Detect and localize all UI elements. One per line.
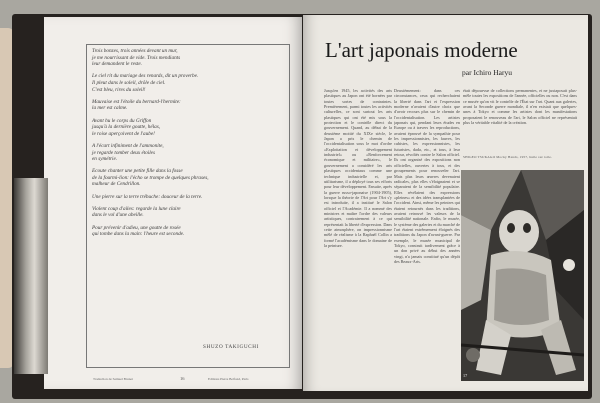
poem-line: Avant hu le corps du Griffon bbox=[92, 117, 152, 124]
poem-line: Il pleut dans le soleil, drôle de ciel. bbox=[92, 79, 166, 86]
poem-line: Le ciel rit du mariage des renards, dit un proverbe. bbox=[92, 73, 199, 80]
poem-line: Pour prévenir d'adieu, une goutte de rosée bbox=[92, 224, 181, 231]
publisher-credit: Editions Pierre Belfond, Paris bbox=[208, 377, 249, 381]
poem bbox=[92, 48, 286, 243]
poem-line: Trois bonzes, trois années devant un mur, bbox=[92, 48, 178, 54]
poem-line: Mauvaise est l'étoile du bernard-l'hermite: bbox=[92, 98, 181, 105]
poem-stanza bbox=[92, 168, 286, 188]
poem-stanza bbox=[92, 99, 286, 112]
poem-line: leur demandent le reste. bbox=[92, 61, 142, 68]
poem-stanza bbox=[92, 225, 286, 238]
poem-stanza bbox=[92, 73, 286, 93]
article-column-3: était dépourvue de collections permanentes, et ne juxtaposait plus-mêle toutes les expositions de l'année, officielles ou non. C'est dans ce musée qu'on vit le contrôle de l'État sur l'art. Quant aux galeries, avant la Seconde guerre mondiale, il n'en existait que quelques-unes à Tokyo et comme les artistes dont les manifestations proposaient le renouveau de l'art, le Salon officiel ne représentait plus la véritable vitalité de la création. bbox=[463, 88, 577, 126]
poem-stanza bbox=[92, 48, 286, 68]
poem-line: A l'écart infiniment de l'ammonite, bbox=[92, 142, 164, 149]
poem-line: dans le vol d'une abeille. bbox=[92, 212, 144, 219]
poem-line: qui tombe dans la main: l'heure est seconde. bbox=[92, 231, 185, 238]
poem-line: Violent coup d'ailes: regarde la lune claire bbox=[92, 205, 181, 212]
painting-caption: SHIGEO TSUKAGO Mocky Hands, 1957, huile sur toile. bbox=[463, 155, 553, 159]
left-photo-strip bbox=[14, 178, 48, 374]
painting-reproduction bbox=[461, 170, 584, 381]
poem-line: malheur de Cendrillon. bbox=[92, 181, 141, 188]
right-page-number: 17 bbox=[463, 373, 468, 378]
article-column-1: Jusqu'en 1945, les activités des arts plastiques au Japon ont été bornées par toutes sortes de contraintes. Premièrement, parmi toutes les activités culturelles, ce sont surtout les arts plastiques qui ont été mis sous la protection et le contrôle direct du gouvernement. Quand, au début de la deuxième moitié du XIXe siècle, le Japon a pris le chemin de l'occidentalisation sous le mot d'ordre «Exploitation et développement industriel» ou «Renforcement économique et militaire», le gouvernement a considéré les arts plastiques occidentaux comme une technique industrielle et, par utilitarisme, il a déployé tous ses efforts pour leur développement. Ensuite, après la guerre russo-japonaise (1904-1905), lorsque la théorie de l'Art pour l'Art s'y est introduite, il a institué le Salon officiel et l'Académie. Il a nommé des ministres et maître l'ordre des valeurs artistiques, contrairement à ce qui représentait la liberté d'expression. Dans cette atmosphère, on impressionnisme mêlé de réalisme à la Raphaël Collin a formé l'académisme dans le domaine de la peinture. bbox=[324, 88, 392, 248]
poem-stanza bbox=[92, 206, 286, 219]
article-author: par Ichiro Haryu bbox=[462, 68, 512, 77]
article-column-2: Deuxièmement: dans ces circonstances, ceux qui recherchaient la liberté dans l'art et l'expression moderne n'avaient d'autre choix que d'avoir recours plus sur le chemin de l'occidentalisation. Les artistes japonais qui, pendant leurs études en Europe ou à travers les reproductions, avaient éprouvé de la sympathie pour les impressionnistes, les fauves, les cubistes, les expressionnistes, les futuristes, dada, etc., et tous, à leur retour, révoltés contre le Salon officiel. Ils ont organisé des expositions non officielles, ouvertes à tous, et des groupements pour renouveler l'art. Mais plus leurs œuvres devenaient radicales, plus elles s'éloignaient et se séparaient de la sensibilité populaire. Elles révélaient des expressions «pleines» et des idées transplantées de l'occident. Ainsi, même les peintres qui étaient retournés dans les traditions, avaient retrouvé les valeurs de la sensibilité nationale. Enfin, le musée, le système des galeries et du marché de l'art étaient extrêmement éloignés des traditions du Japon d'avant-guerre. Par exemple, le musée municipal de Tokyo, construit tardivement grâce à un don privé au début des années vingt, n'a jamais constitué qu'un dépôt des Beaux-Arts. bbox=[394, 88, 460, 264]
poem-line: la mer est calme. bbox=[92, 105, 128, 112]
poem-line: le roise aperçoivent de l'aube! bbox=[92, 130, 155, 137]
poem-line: Ecoute chanter une petite fille dans la fosse bbox=[92, 168, 183, 175]
poem-line: C'est bleu, rires du soleil! bbox=[92, 86, 146, 93]
poem-line: je me nourrissant de vide. Trois mendiants bbox=[92, 54, 181, 61]
poem-stanza bbox=[92, 143, 286, 163]
poem-line: je regarde tomber deux étoiles bbox=[92, 149, 155, 156]
left-page-number: 16 bbox=[180, 376, 185, 381]
poem-line: de la fourmi-lion: l'écho se trompe de quelques phrases, bbox=[92, 174, 209, 181]
translation-credit: Traduction de Samuel Brunet bbox=[93, 377, 133, 381]
poem-line: en symétrie. bbox=[92, 156, 118, 163]
poem-stanza bbox=[92, 118, 286, 138]
poem-line: Une pierre sur la terre trébuche: douceur de la terre. bbox=[92, 193, 203, 200]
poem-stanza bbox=[92, 194, 286, 201]
poem-line: jusqu'à la dernière goutte, hélas, bbox=[92, 124, 161, 131]
poem-signature: SHUZO TAKIGUCHI bbox=[203, 344, 259, 350]
article-title: L'art japonais moderne bbox=[325, 38, 518, 62]
